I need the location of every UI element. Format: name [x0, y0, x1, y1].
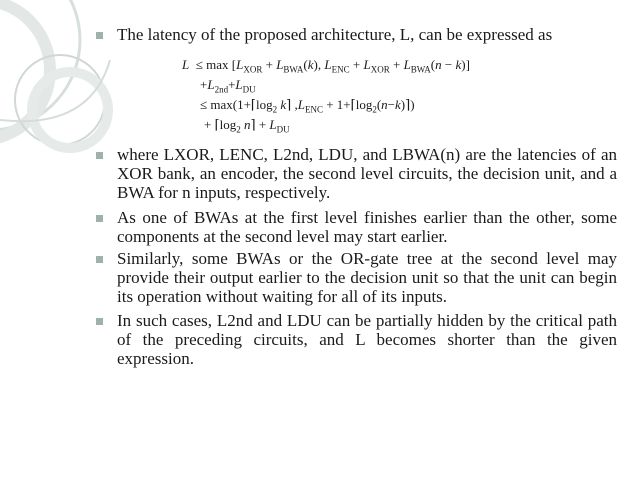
latency-equation: [182, 57, 582, 143]
bullet-marker: [96, 215, 103, 222]
paragraph-hidden-latency: In such cases, L2nd and LDU can be partially hidden by the critical path of the preceding circuits, and L becomes shorter than the given expression.: [117, 311, 617, 368]
paragraph-latency-intro: The latency of the proposed architecture, L, can be expressed as: [117, 25, 553, 44]
bullet-marker: [96, 318, 103, 325]
bullet-marker: [96, 256, 103, 263]
paragraph-bwa-early-finish: As one of BWAs at the first level finishes earlier than the other, some components at the second level may start earlier.: [117, 208, 617, 246]
paragraph-or-gate-tree: Similarly, some BWAs or the OR-gate tree at the second level may provide their output earlier to the decision unit so that the unit can begin its operation without waiting for all of its inputs.: [117, 249, 617, 306]
equation-line-1: $L \le \max [L_{XOR} + L_{BWA}(k)$, $L_{ENC} + L_{XOR} + L_{BWA}(n - k)$]: [182, 57, 470, 75]
equation-line-2: $+L_{2nd}+L_{DU}$: [200, 77, 256, 95]
bullet-marker: [96, 152, 103, 159]
equation-line-3: ≤ $\max(1+⌈\log_2$ k⌉ $,L_{ENC}$ + $1+⌈\log_2(n-k)⌉$): [200, 97, 415, 115]
equation-line-4: + $⌈\log_2$ n⌉ + $L_{DU}$: [204, 117, 290, 135]
paragraph-latency-definitions: where LXOR, LENC, L2nd, LDU, and LBWA(n) are the latencies of an XOR bank, an encoder, the second level circuits, the decision unit, and a BWA for n inputs, respectively.: [117, 145, 617, 202]
bullet-marker: [96, 32, 103, 39]
